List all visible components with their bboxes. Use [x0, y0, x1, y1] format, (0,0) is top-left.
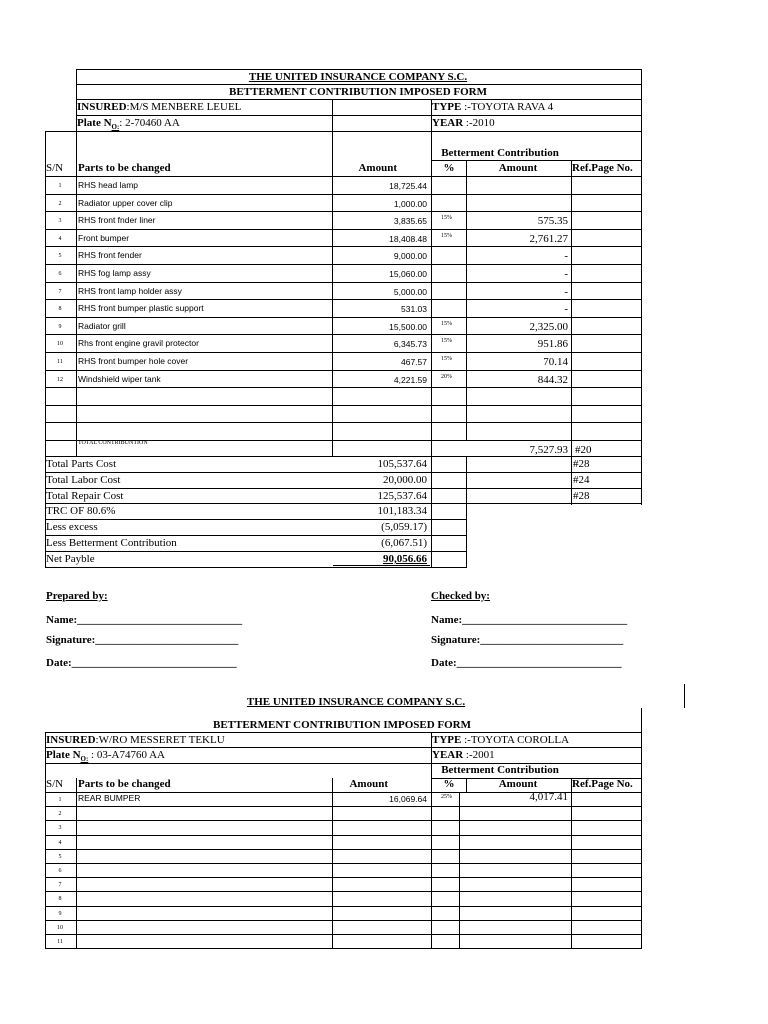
summary-ref: #24	[573, 474, 590, 486]
row-sn-2: 6	[58, 868, 62, 874]
row-betterment-amount: -	[564, 268, 568, 280]
row-part: RHS head lamp	[78, 180, 139, 190]
betterment-header: Betterment Contribution	[441, 147, 559, 159]
insured-field-2	[46, 734, 225, 747]
row-pct: 20%	[441, 374, 452, 380]
grid-line	[76, 69, 642, 70]
total-contribution-label: TOTAL CONTRIBUNTION	[78, 440, 148, 446]
bamount-header: Amount	[498, 162, 538, 174]
row-sn-2: 10	[57, 925, 63, 931]
pct-header-2: %	[443, 778, 455, 790]
year-field-value: :-2010	[463, 117, 495, 129]
row-pct: 15%	[441, 356, 452, 362]
insured-field-2-label: INSURED	[46, 734, 96, 746]
grid-line	[76, 99, 642, 100]
table-row-line	[45, 422, 642, 423]
row-betterment-amount: 575.35	[537, 215, 568, 227]
ref-header-2: Ref.Page No.	[572, 778, 633, 790]
parts-header-2: Parts to be changed	[78, 778, 171, 790]
text-cursor	[684, 684, 685, 708]
summary-line	[45, 567, 467, 568]
summary-ref: #28	[573, 490, 590, 502]
table-row-line-2	[45, 906, 642, 907]
checked-signature-field: Signature:__________________________	[431, 634, 624, 646]
checked-name-field: Name:______________________________	[431, 614, 628, 626]
row-part: RHS front lamp holder assy	[78, 286, 182, 296]
row-betterment-amount: 951.86	[537, 338, 568, 350]
summary-label: Less Betterment Contribution	[46, 537, 177, 549]
row-betterment-amount: 844.32	[537, 374, 568, 386]
row-amount: 467.57	[401, 357, 427, 367]
row-sn: 5	[58, 253, 62, 259]
row-amount: 4,221.59	[393, 375, 427, 385]
grid-line	[332, 99, 333, 132]
summary-value: (5,059.17)	[381, 521, 427, 533]
grid-line	[641, 708, 642, 949]
row-sn-2: 8	[58, 896, 62, 902]
company-title-2: THE UNITED INSURANCE COMPANY S.C.	[246, 696, 466, 708]
table-row-line	[45, 405, 642, 406]
sn-header: S/N	[46, 162, 64, 174]
table-row-line	[45, 194, 642, 195]
grid-line	[45, 747, 642, 748]
summary-label: Total Labor Cost	[46, 474, 121, 486]
grid-line	[459, 792, 460, 949]
summary-value: 90,056.66	[383, 553, 427, 565]
row-betterment-amount: 2,761.27	[529, 233, 568, 245]
amount-header: Amount	[358, 162, 397, 174]
row-amount: 531.03	[401, 304, 427, 314]
row-sn: 6	[58, 271, 62, 277]
row-betterment-amount: 2,325.00	[529, 321, 568, 333]
row-sn-2: 3	[58, 825, 62, 831]
row-part: RHS front bumper hole cover	[78, 356, 189, 366]
row-sn-2: 5	[58, 854, 62, 860]
insured-field-value: :M/S MENBERE LEUEL	[126, 101, 242, 113]
row-sn: 2	[58, 201, 62, 207]
insured-field-label: INSURED	[77, 101, 127, 113]
row-sn: 4	[58, 236, 62, 242]
grid-line	[45, 176, 642, 177]
table-row-line	[45, 317, 642, 318]
grid-line	[641, 456, 642, 505]
row-sn-2: 1	[58, 797, 62, 803]
row-pct-2: 25%	[441, 794, 452, 800]
checked-date-field: Date:______________________________	[431, 657, 622, 669]
form-title: BETTERMENT CONTRIBUTION IMPOSED FORM	[228, 86, 488, 98]
row-betterment-amount: -	[564, 286, 568, 298]
total-contribution-value: 7,527.93	[529, 444, 568, 456]
table-row-line	[45, 334, 642, 335]
summary-label: Total Repair Cost	[46, 490, 124, 502]
row-amount: 18,408.48	[389, 234, 427, 244]
plate-field-2-value: : 03-A74760 AA	[88, 749, 165, 761]
row-amount-2: 16,069.64	[389, 794, 427, 804]
row-pct: 15%	[441, 215, 452, 221]
plate-field-2-sub: O:	[80, 755, 89, 764]
grid-line	[431, 160, 642, 161]
betterment-header-2: Betterment Contribution	[441, 764, 559, 776]
grid-line	[571, 456, 572, 505]
summary-line	[45, 519, 467, 520]
summary-value: 125,537.64	[377, 490, 427, 502]
table-row-line	[45, 299, 642, 300]
row-sn: 8	[58, 306, 62, 312]
table-row-line-2	[45, 835, 642, 836]
row-sn-2: 11	[57, 939, 63, 945]
summary-value: 105,537.64	[377, 458, 427, 470]
row-part: Front bumper	[78, 233, 130, 243]
row-sn-2: 4	[58, 840, 62, 846]
summary-label: Net Payble	[46, 553, 95, 565]
row-sn: 9	[58, 324, 62, 330]
grid-line	[45, 456, 642, 457]
row-sn: 1	[58, 183, 62, 189]
row-betterment-amount: -	[564, 303, 568, 315]
row-betterment-amount: -	[564, 250, 568, 262]
row-sn: 11	[57, 359, 63, 365]
row-amount: 18,725.44	[389, 181, 427, 191]
prepared-name-field: Name:______________________________	[46, 614, 243, 626]
plate-field-sub: O:	[111, 123, 120, 132]
year-field-2	[432, 749, 495, 762]
row-part-2: REAR BUMPER	[78, 793, 141, 803]
year-field	[432, 117, 495, 130]
prepared-signature-field: Signature:__________________________	[46, 634, 239, 646]
row-betterment-amount: 70.14	[543, 356, 568, 368]
table-row-line	[45, 352, 642, 353]
row-sn: 10	[57, 341, 63, 347]
row-part: RHS front fender	[78, 250, 142, 260]
row-pct: 15%	[441, 321, 452, 327]
insured-field	[77, 101, 241, 114]
plate-field	[77, 117, 180, 134]
ref-header: Ref.Page No.	[572, 162, 633, 174]
row-part: RHS front bumper plastic support	[78, 303, 204, 313]
table-row-line	[45, 246, 642, 247]
summary-label: Less excess	[46, 521, 98, 533]
grid-line	[76, 115, 642, 116]
plate-field-label: Plate N	[77, 117, 112, 129]
row-amount: 6,345.73	[393, 339, 427, 349]
row-sn: 7	[58, 289, 62, 295]
summary-label: Total Parts Cost	[46, 458, 117, 470]
summary-value: (6,067.51)	[381, 537, 427, 549]
row-part: RHS fog lamp assy	[78, 268, 151, 278]
summary-ref: #28	[573, 458, 590, 470]
plate-field-value: : 2-70460 AA	[119, 117, 180, 129]
row-pct: 15%	[441, 233, 452, 239]
row-part: Rhs front engine gravil protector	[78, 338, 199, 348]
year-field-2-value: :-2001	[463, 749, 495, 761]
row-amount: 5,000.00	[393, 287, 427, 297]
grid-line	[641, 131, 642, 457]
type-field-2	[432, 734, 569, 747]
row-part: Radiator upper cover clip	[78, 198, 173, 208]
type-field-2-label: TYPE	[432, 734, 462, 746]
form-title-2: BETTERMENT CONTRIBUTION IMPOSED FORM	[212, 719, 472, 731]
net-double-line	[333, 565, 430, 566]
grid-line	[45, 131, 77, 132]
bamount-header-2: Amount	[498, 778, 538, 790]
row-betterment-amount-2: 4,017.41	[529, 791, 568, 803]
table-row-line	[45, 264, 642, 265]
prepared-by-label: Prepared by:	[46, 590, 108, 602]
parts-header: Parts to be changed	[78, 162, 171, 174]
row-sn: 3	[58, 218, 62, 224]
prepared-date-field: Date:______________________________	[46, 657, 237, 669]
row-part: RHS front fnder liner	[78, 215, 156, 225]
checked-by-label: Checked by:	[431, 590, 490, 602]
type-field-2-value: :-TOYOTA COROLLA	[461, 734, 570, 746]
plate-field-2	[46, 749, 165, 766]
grid-line	[45, 732, 642, 733]
sn-header-2: S/N	[46, 778, 64, 790]
amount-header-2: Amount	[349, 778, 388, 790]
table-row-line	[45, 282, 642, 283]
table-row-line	[45, 211, 642, 212]
grid-line	[571, 160, 572, 457]
row-sn-2: 9	[58, 911, 62, 917]
summary-label: TRC OF 80.6%	[46, 505, 116, 517]
summary-line	[45, 551, 467, 552]
row-amount: 15,500.00	[389, 322, 427, 332]
summary-line	[45, 488, 642, 489]
row-sn: 12	[57, 377, 63, 383]
row-amount: 15,060.00	[389, 269, 427, 279]
year-field-label: YEAR	[432, 117, 464, 129]
row-pct: 15%	[441, 338, 452, 344]
plate-field-2-label: Plate N	[46, 749, 81, 761]
type-field	[432, 101, 553, 114]
row-amount: 1,000.00	[393, 199, 427, 209]
table-row-line	[45, 387, 642, 388]
company-title: THE UNITED INSURANCE COMPANY S.C.	[248, 71, 468, 83]
summary-value: 20,000.00	[383, 474, 427, 486]
type-field-value: :-TOYOTA RAVA 4	[461, 101, 554, 113]
row-amount: 3,835.65	[393, 216, 427, 226]
summary-line	[45, 472, 642, 473]
type-field-label: TYPE	[432, 101, 462, 113]
row-part: Radiator grill	[78, 321, 126, 331]
row-amount: 9,000.00	[393, 251, 427, 261]
summary-value: 101,183.34	[377, 505, 427, 517]
grid-line	[76, 84, 642, 85]
grid-line	[466, 160, 467, 441]
row-sn-2: 7	[58, 882, 62, 888]
summary-line	[45, 535, 467, 536]
summary-line	[45, 503, 642, 504]
total-contribution-ref: #20	[575, 444, 592, 456]
row-part: Windshield wiper tank	[78, 374, 161, 384]
year-field-2-label: YEAR	[432, 749, 464, 761]
table-row-line	[45, 229, 642, 230]
pct-header: %	[443, 162, 455, 174]
grid-line	[641, 69, 642, 132]
row-sn-2: 2	[58, 811, 62, 817]
insured-field-2-value: :W/RO MESSERET TEKLU	[95, 734, 225, 746]
table-row-line	[45, 370, 642, 371]
